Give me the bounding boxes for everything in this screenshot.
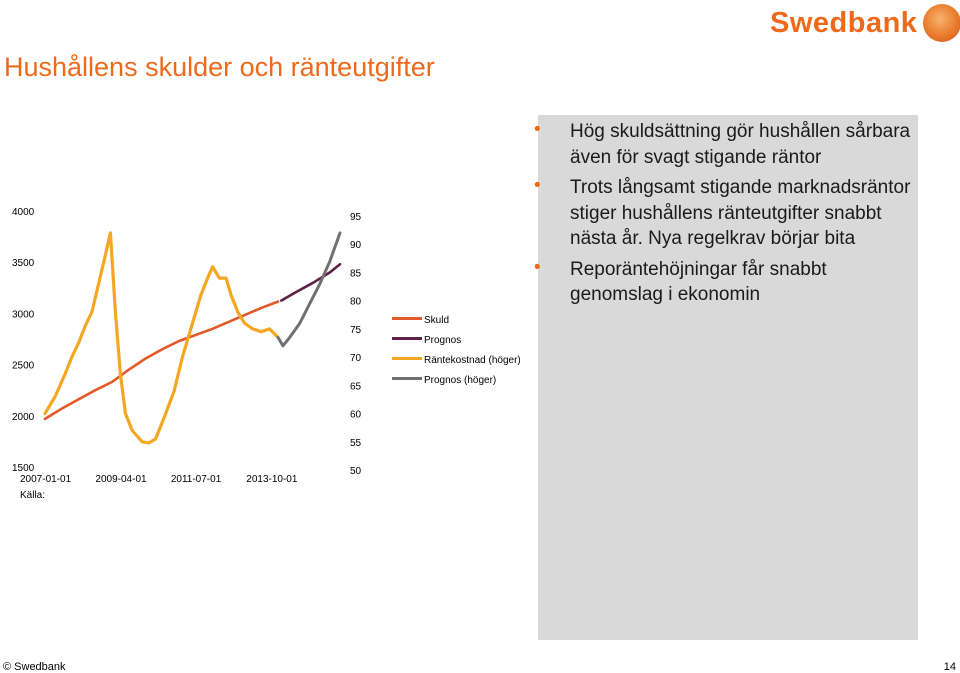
legend-item-rantekostnad xyxy=(390,353,540,373)
legend-label-prognos-hoger: Prognos (höger) xyxy=(424,375,497,386)
slide-title: Hushållens skulder och ränteutgifter xyxy=(4,52,435,82)
right-tick-label: 95 xyxy=(350,212,362,223)
legend-swatch-prognos xyxy=(392,337,422,340)
x-tick-label: 2013-10-01 xyxy=(246,474,298,485)
right-axis-ticks xyxy=(350,212,362,477)
right-tick-label: 55 xyxy=(350,437,362,449)
bullet-item: • Hög skuldsättning gör hushållen sårbara även för svagt stigande räntor xyxy=(538,119,918,170)
legend-swatch-prognos-hoger xyxy=(392,377,422,380)
debt-interest-chart xyxy=(0,195,390,495)
right-tick-label: 80 xyxy=(350,296,362,308)
legend-swatch-skuld xyxy=(392,317,422,320)
legend-item-prognos-hoger xyxy=(390,373,540,393)
right-tick-label: 60 xyxy=(350,409,362,421)
bullet-item: • Reporäntehöjningar får snabbt genomslag i ekonomin xyxy=(538,257,918,308)
left-tick-label: 3000 xyxy=(12,309,35,321)
legend-item-skuld xyxy=(390,313,540,333)
bullet-list xyxy=(538,119,918,313)
right-tick-label: 90 xyxy=(350,240,362,252)
right-tick-label: 75 xyxy=(350,324,362,336)
left-tick-label: 3500 xyxy=(12,258,35,270)
left-tick-label: 2000 xyxy=(12,411,35,423)
left-tick-label: 2500 xyxy=(12,360,35,372)
series-line-prognos_hoger xyxy=(278,233,340,346)
legend-label-rantekostnad: Räntekostnad (höger) xyxy=(424,355,521,366)
x-tick-label: 2007-01-01 xyxy=(20,474,72,485)
source-label: Källa: xyxy=(20,490,46,501)
series-line-rantekostnad xyxy=(45,233,278,443)
series-line-prognos xyxy=(281,264,340,300)
series-layer xyxy=(45,233,340,443)
legend-label-skuld: Skuld xyxy=(424,315,450,326)
right-tick-label: 50 xyxy=(350,466,362,477)
logo-text: Swedbank xyxy=(770,6,918,39)
x-tick-label: 2011-07-01 xyxy=(170,474,222,485)
commentary-panel xyxy=(538,115,918,640)
swedbank-logo xyxy=(770,4,960,42)
x-tick-label: 2009-04-01 xyxy=(95,474,147,485)
x-axis-ticks xyxy=(20,474,298,485)
legend-label-prognos: Prognos xyxy=(424,335,462,346)
left-axis-ticks xyxy=(12,207,35,474)
legend-item-prognos xyxy=(390,333,540,353)
right-tick-label: 85 xyxy=(350,268,362,280)
footer-copyright: © Swedbank xyxy=(3,661,66,673)
left-tick-label: 1500 xyxy=(12,463,35,474)
bullet-item: • Trots långsamt stigande marknadsräntor stiger hushållens ränteutgifter snabbt nästa år. Nya regelkrav börjar bita xyxy=(538,175,918,252)
page-number: 14 xyxy=(943,661,956,673)
oak-tree-icon xyxy=(923,4,960,42)
legend-swatch-rantekostnad xyxy=(392,357,422,360)
right-tick-label: 70 xyxy=(350,353,362,365)
right-tick-label: 65 xyxy=(350,381,362,393)
left-tick-label: 4000 xyxy=(12,207,35,218)
